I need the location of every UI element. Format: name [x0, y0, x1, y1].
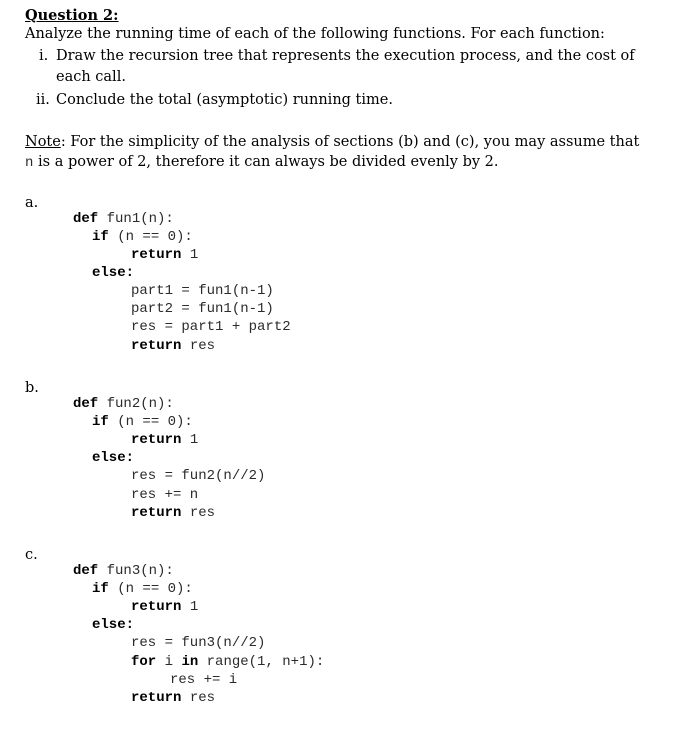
- note-code-n: n: [25, 155, 34, 171]
- question-title: Question 2:: [25, 7, 119, 24]
- code-text: fun1(n):: [98, 211, 174, 227]
- kw-else: else:: [92, 617, 135, 633]
- code-c-line-res-add: res += i: [170, 672, 238, 688]
- note-line1: [25, 134, 639, 150]
- section-c-label: c.: [25, 547, 38, 563]
- question-intro: Analyze the running time of each of the following functions. For each function:: [25, 26, 605, 42]
- item-ii-marker: ii.: [36, 92, 50, 108]
- kw-else: else:: [92, 450, 135, 466]
- code-text: res: [181, 338, 216, 354]
- code-a-line-if: [92, 229, 193, 245]
- code-c-line-res: res = fun3(n//2): [131, 635, 266, 651]
- kw-if: if: [92, 581, 109, 597]
- kw-return: return: [131, 599, 182, 615]
- code-text: (n == 0):: [108, 414, 193, 430]
- code-b-line-res: res = fun2(n//2): [131, 468, 266, 484]
- code-a-line-else: [92, 265, 134, 281]
- item-ii-text: Conclude the total (asymptotic) running time.: [56, 92, 393, 108]
- code-b-line-return2: [131, 505, 215, 521]
- note-line2: [25, 154, 499, 171]
- code-c-line-if: [92, 581, 193, 597]
- kw-return: return: [131, 690, 182, 706]
- code-a-line-res: res = part1 + part2: [131, 319, 291, 335]
- code-c-line-def: [73, 563, 174, 579]
- code-a-line-part2: part2 = fun1(n-1): [131, 301, 274, 317]
- kw-return: return: [131, 247, 182, 263]
- item-i-marker: i.: [39, 48, 49, 64]
- code-text: (n == 0):: [108, 581, 193, 597]
- code-text: 1: [181, 432, 199, 448]
- code-b-line-else: [92, 450, 134, 466]
- code-text: res: [181, 690, 216, 706]
- code-a-line-part1: part1 = fun1(n-1): [131, 283, 274, 299]
- code-b-line-if: [92, 414, 193, 430]
- section-a-label: a.: [25, 195, 39, 211]
- kw-in: in: [181, 654, 199, 670]
- code-text: res: [181, 505, 216, 521]
- code-c-line-return1: [131, 599, 198, 615]
- code-c-line-for: [131, 654, 324, 670]
- kw-def: def: [73, 396, 99, 412]
- kw-if: if: [92, 414, 109, 430]
- item-i-text-line1: Draw the recursion tree that represents the execution process, and the cost of: [56, 48, 635, 64]
- code-text: 1: [181, 599, 199, 615]
- code-b-line-def: [73, 396, 174, 412]
- kw-return: return: [131, 432, 182, 448]
- kw-if: if: [92, 229, 109, 245]
- code-text: i: [156, 654, 182, 670]
- kw-else: else:: [92, 265, 135, 281]
- code-text: (n == 0):: [108, 229, 193, 245]
- code-a-line-def: [73, 211, 174, 227]
- code-c-line-else: [92, 617, 134, 633]
- item-i-text-line2: each call.: [56, 69, 126, 85]
- code-a-line-return2: [131, 338, 215, 354]
- code-b-line-res-add: res += n: [131, 487, 199, 503]
- note-text-1: : For the simplicity of the analysis of sections (b) and (c), you may assume that: [60, 134, 640, 150]
- code-text: 1: [181, 247, 199, 263]
- note-label: Note: [25, 134, 61, 150]
- code-text: fun2(n):: [98, 396, 174, 412]
- kw-return: return: [131, 338, 182, 354]
- code-a-line-return1: [131, 247, 198, 263]
- kw-def: def: [73, 563, 99, 579]
- note-text-2: is a power of 2, therefore it can always be divided evenly by 2.: [33, 154, 499, 170]
- kw-for: for: [131, 654, 157, 670]
- code-b-line-return1: [131, 432, 198, 448]
- code-c-line-return2: [131, 690, 215, 706]
- section-b-label: b.: [25, 380, 39, 396]
- kw-return: return: [131, 505, 182, 521]
- kw-def: def: [73, 211, 99, 227]
- code-text: range(1, n+1):: [198, 654, 325, 670]
- code-text: fun3(n):: [98, 563, 174, 579]
